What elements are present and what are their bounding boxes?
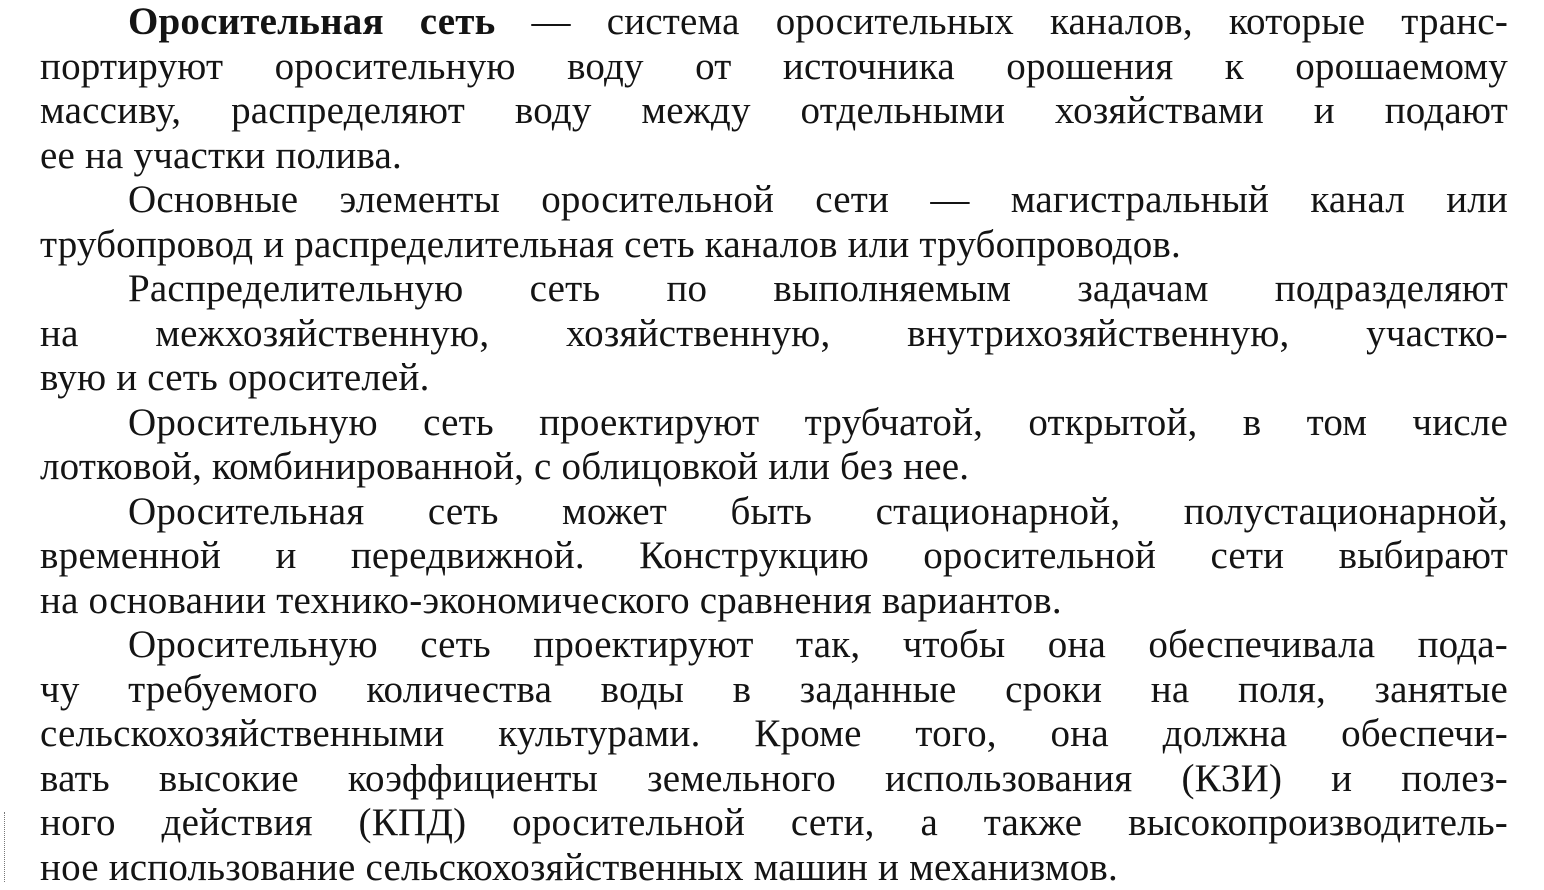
text-line: ного действия (КПД) оросительной сети, а также высокопроизводитель- bbox=[40, 801, 1508, 846]
paragraph-2 bbox=[40, 178, 1508, 267]
text-line: чу требуемого количества воды в заданные сроки на поля, занятые bbox=[40, 668, 1508, 713]
text-line: на основании технико-экономического сравнения вариантов. bbox=[40, 579, 1508, 624]
paragraph-4 bbox=[40, 401, 1508, 490]
text-line: Распределительную сеть по выполняемым задачам подразделяют bbox=[40, 267, 1508, 312]
text-line: вать высокие коэффициенты земельного использования (КЗИ) и полез- bbox=[40, 757, 1508, 802]
line-text: — система оросительных каналов, которые транс- bbox=[495, 0, 1508, 43]
text-line: сельскохозяйственными культурами. Кроме того, она должна обеспечи- bbox=[40, 712, 1508, 757]
text-line: портируют оросительную воду от источника орошения к орошаемому bbox=[40, 45, 1508, 90]
text-line: Оросительная сеть может быть стационарной, полустационарной, bbox=[40, 490, 1508, 535]
text-line: ное использование сельскохозяйственных машин и механизмов. bbox=[40, 846, 1508, 890]
text-line: Основные элементы оросительной сети — магистральный канал или bbox=[40, 178, 1508, 223]
text-line: массиву, распределяют воду между отдельными хозяйствами и подают bbox=[40, 89, 1508, 134]
text-line: трубопровод и распределительная сеть каналов или трубопроводов. bbox=[40, 223, 1508, 268]
document-page bbox=[40, 0, 1508, 890]
scan-margin-speck bbox=[4, 812, 13, 882]
text-line: вую и сеть оросителей. bbox=[40, 356, 1508, 401]
text-line: на межхозяйственную, хозяйственную, внутрихозяйственную, участко- bbox=[40, 312, 1508, 357]
paragraph-1 bbox=[40, 0, 1508, 178]
text-line: Оросительную сеть проектируют так, чтобы она обеспечивала пода- bbox=[40, 623, 1508, 668]
text-line: лотковой, комбинированной, с облицовкой или без нее. bbox=[40, 445, 1508, 490]
term-bold: Оросительная сеть bbox=[128, 0, 495, 43]
text-line: Оросительную сеть проектируют трубчатой, открытой, в том числе bbox=[40, 401, 1508, 446]
paragraph-3 bbox=[40, 267, 1508, 401]
paragraph-6 bbox=[40, 623, 1508, 890]
text-line bbox=[40, 0, 1508, 45]
text-line: ее на участки полива. bbox=[40, 134, 1508, 179]
paragraph-5 bbox=[40, 490, 1508, 624]
text-line: временной и передвижной. Конструкцию оросительной сети выбирают bbox=[40, 534, 1508, 579]
